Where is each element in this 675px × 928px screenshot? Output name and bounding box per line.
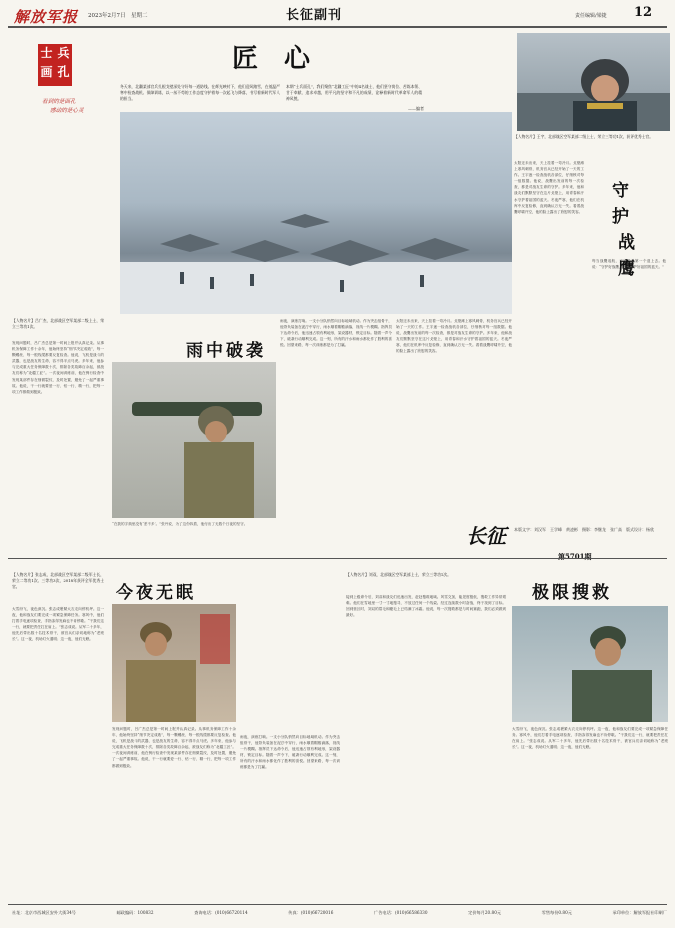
jiansou-body-2: 大雪纷飞，夜色深沉。张志成裹紧大衣走向停机坪。这一夜，他和战友们要完成一项紧急保障任务。寒风中，他们打着手电逐项检查，手指冻得发麻也不肯停歇。“干我们这一行，就要把责任扛在肩上。”张志成说。从军二十多年，他先后带出数十名技术骨干，被官兵们亲切地称为“老班长”。这一夜，机场灯火通明；这一夜，他们无眠。 [512,727,668,750]
newspaper-logo: 解放军报 [14,8,79,26]
footer-price-single: 零售每份0.80元 [541,910,572,915]
jiangxin-body: 发现问题时，吕广杰总是第一时间上报并认真记录。从事机务保障工作十余年，他始终坚持“细节决定成败”，每一颗螺丝、每一根线缆都要反复检查。他说，飞机是战斗的武器，也是战友的生命，容不得半点马虎。多年来，他参与完成重大任务保障数十次，排除各类故障百余起，被战友们称为“北疆工匠”。一次夜间训练前，他在例行检查中发现某部件存在细微裂纹，及时处置，避免了一起严重事故。他说，干一行就要爱一行、钻一行、精一行，把每一项工作都做到极致。 [12,341,104,394]
tagline-line: 感动的是心灵 [50,108,84,114]
column-tagline [42,98,84,116]
footer-ad-phone: 广告电话：(010)66586330 [374,910,428,915]
seal-char: 画 [40,65,53,79]
shouhu-title-line: 守护 [612,181,629,227]
jets-illustration [120,112,512,314]
tagline-line: 看到的是面孔 [42,99,76,105]
page-title: 长征副刊 [286,8,343,23]
portrait-figure [517,33,670,131]
footer-postcode: 邮政编码：100832 [116,910,154,915]
shouhu-caption: 【人物名片】王宇，北部战区空军某部二级上士，荣立三等功1次，获评优秀士官。 [514,134,654,139]
page-credits: 本版文字：刘汉军 王学峰 黄凌彬 摄影：李继龙 张广高 版式设计：杨欣 [514,527,654,532]
editor-credit: 责任编辑/梁捷 [575,13,607,19]
jiansou-body: 接到上级命令后，刘双和战友们迅速出发，赶赴搜救地域。风雪交加，能见度极低，搜救工作异常艰难。他们在雪地里一寸一寸地搜寻，不放过任何一个线索。经过连续数小时奋战，终于找到了目标。回到营区时，刘双的眉毛和睫毛上已结满了冰霜。他说，每一次搜救都是与时间赛跑，我们必须做到最好。 [346,595,506,618]
jinye-caption: 【人物名片】张志成，北部战区空军某部二级军士长，荣立二等功1次、三等功3次，2018年获评全军优秀士官。 [12,572,104,590]
section-rule [8,558,667,559]
soldier-figure-3 [512,606,668,722]
footer-phone: 查询电话：(010)66720114 [194,910,248,915]
seal-char: 兵 [57,46,70,60]
intro-right: 本期“士兵面孔”，我们聚焦“北疆工匠”中的4名战士，他们坚守岗位、苦练本领、甘于奉献、追求卓越，用平凡的坚守和不凡的成绩，诠释着新时代革命军人的精神风貌。 [286,84,422,102]
jiansou-title: 极限搜救 [532,583,612,603]
column-seal [38,44,72,86]
middle-body: 太阳还未出来，天上挂着一弯冷月。戈壁滩上寒风刺骨，机务官兵已经开始了一天的工作。王宇逐一检查战机各部位，仔细核对每一组数据。他说，战鹰出发前的每一次检查，都是对战友生命的守护。多年来，他和战友们默默坚守在这片戈壁上，用青春和汗水守护着祖国的蓝天。冬夜严寒，他们在机库中反复检修，直到确认万无一失。看着战鹰呼啸升空，他的脸上露出了欣慰的笑容。 [396,319,512,354]
soldier-figure [112,362,276,518]
jinye-body: 大雪纷飞，夜色深沉。张志成裹紧大衣走向停机坪。这一夜，他和战友们要完成一项紧急保障任务。寒风中，他们打着手电逐项检查，手指冻得发麻也不肯停歇。“干我们这一行，就要把责任扛在肩上。”张志成说。从军二十多年，他先后带出数十名技术骨干，被官兵们亲切地称为“老班长”。这一夜，机场灯火通明；这一夜，他们无眠。 [12,607,104,642]
soldier-photo-search [512,606,668,722]
seal-char: 士 [40,46,53,60]
yuzhong-title: 雨中破袭 [186,341,266,361]
issue-date: 2023年2月7日 星期二 [88,13,148,19]
jinye-title: 今夜无眠 [116,583,196,603]
main-title: 匠心 [232,44,337,74]
intro-left: 冬天来，北疆某部官兵扎根戈壁深处守好每一道防线。在辉光映衬下，他们迎风踏雪，在低温严寒中检查战机、保障训练，以一丝不苟的工作态度守护着每一次起飞与降落，书写着新时代军人的担当。 [120,84,280,102]
footer [12,910,667,916]
jinye-body-2: 发现问题时，吕广杰总是第一时间上报并认真记录。从事机务保障工作十余年，他始终坚持“细节决定成败”，每一颗螺丝、每一根线缆都要反复检查。他说，飞机是战斗的武器，也是战友的生命，容不得半点马虎。多年来，他参与完成重大任务保障数十次，排除各类故障百余起，被战友们称为“北疆工匠”。一次夜间训练前，他在例行检查中发现某部件存在细微裂纹，及时处置，避免了一起严重事故。他说，干一行就要爱一行、钻一行、精一行，把每一项工作都做到极致。 [112,727,236,768]
soldier-photo-rain [112,362,276,518]
jiangxin-caption: 【人物名片】吕广杰，北部战区空军某部二级上士，荣立三等功1次。 [12,318,104,330]
footer-rule [8,904,667,905]
intro-author: ——编者 [408,106,424,111]
soldier-figure-2 [112,604,236,722]
jiansou-caption: 【人物名片】刘双，北部战区空军某部上士，荣立三等功1次。 [346,572,451,577]
issue-number: 第5701期 [558,552,592,561]
soldier-photo-night [112,604,236,722]
footer-address: 社址：北京市西城区安外大街34号 [12,910,76,915]
header-rule [8,26,667,28]
footer-printer: 承印单位：解放军报社印刷厂 [612,910,667,915]
shouhu-title-line: 战鹰 [618,233,635,279]
seal-char: 孔 [57,65,70,79]
footer-fax: 传真：(010)66720016 [288,910,334,915]
shouhu-body: 太阳还未出来，天上挂着一弯冷月。戈壁滩上寒风刺骨，机务官兵已经开始了一天的工作。王宇逐一检查战机各部位，仔细核对每一组数据。他说，战鹰出发前的每一次检查，都是对战友生命的守护。多年来，他和战友们默默坚守在这片戈壁上，用青春和汗水守护着祖国的蓝天。冬夜严寒，他们在机库中反复检修，直到确认万无一失。看着战鹰呼啸升空，他的脸上露出了欣慰的笑容。 [514,161,584,214]
jinye-body-3: 雨夜，演练打响。一支小分队悄然向目标地域机动。作为突击组骨干，他背负装备在泥泞中穿行，雨水顺着帽檐滴落，视线一片模糊。指挥员下达命令后，他迅速占领有利地形，架设器材，锁定目标。随着一声令下，破袭行动顺利完成。这一刻，所有的汗水和雨水都化作了胜利的喜悦。回望来路，每一次训练都是为了打赢。 [240,735,340,770]
jets-photo [120,112,512,314]
footer-price-month: 定价每月20.80元 [468,910,502,915]
shouhu-body-2: 每当战鹰返航，王宇总是第一个迎上去。他说：“守护好战鹰，就是守护好祖国的蓝天。” [592,259,666,270]
changzheng-logo: 长征 [466,524,506,548]
portrait-photo-wangyu [517,33,670,131]
yuzhong-body: 雨夜，演练打响。一支小分队悄然向目标地域机动。作为突击组骨干，他背负装备在泥泞中穿行，雨水顺着帽檐滴落，视线一片模糊。指挥员下达命令后，他迅速占领有利地形，架设器材，锁定目标。随着一声令下，破袭行动顺利完成。这一刻，所有的汗水和雨水都化作了胜利的喜悦。回望来路，每一次训练都是为了打赢。 [280,319,392,348]
yuzhong-caption: “在我的字典里没有‘差不多’。”张丹说，为了这份执着，他付出了无数个日夜的坚守。 [112,522,248,526]
page-number: 12 [634,5,653,20]
